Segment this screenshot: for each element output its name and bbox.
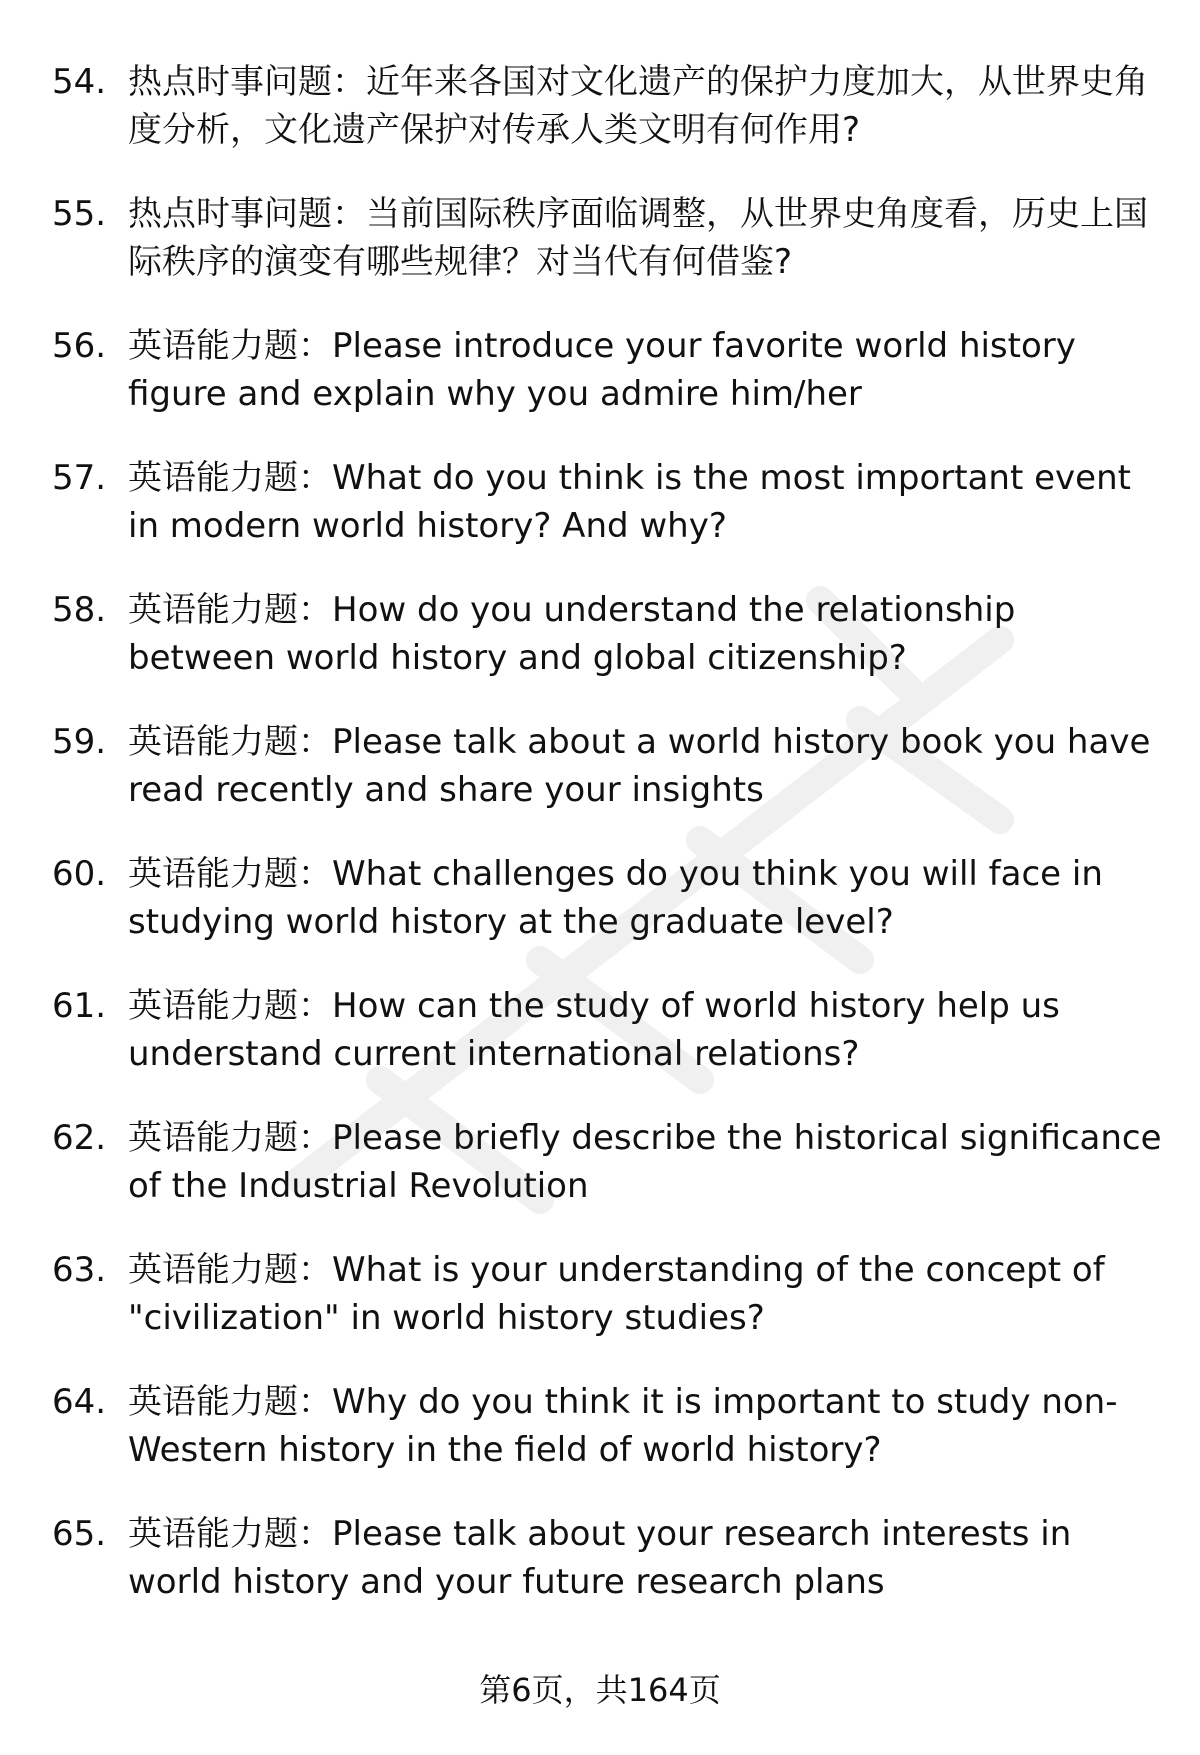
question-category: 英语能力题：: [128, 722, 332, 762]
question-number: 61.: [52, 986, 107, 1026]
question-category: 英语能力题：: [128, 458, 332, 498]
question-number: 58.: [52, 590, 107, 630]
question-item: [52, 322, 1164, 454]
question-text-block: [128, 982, 1164, 1078]
question-item: [52, 850, 1164, 982]
question-item: [52, 1246, 1164, 1378]
question-number: 57.: [52, 458, 107, 498]
question-item: [52, 1114, 1164, 1246]
question-category: 英语能力题：: [128, 1118, 332, 1158]
page-indicator: 第6页，共164页: [479, 1671, 721, 1709]
question-number: 55.: [52, 194, 107, 234]
question-text: Please introduce your favorite world history figure and explain why you admire him/her: [128, 326, 1076, 414]
question-category: 英语能力题：: [128, 326, 332, 366]
question-item: [52, 586, 1164, 718]
question-text-block: [128, 586, 1164, 682]
question-item: [52, 58, 1164, 190]
question-item: [52, 1378, 1164, 1510]
question-text-block: [128, 1246, 1164, 1342]
question-item: [52, 190, 1164, 322]
question-item: [52, 454, 1164, 586]
question-number: 54.: [52, 62, 107, 102]
question-text: 当前国际秩序面临调整，从世界史角度看，历史上国际秩序的演变有哪些规律？对当代有何借鉴?: [128, 194, 1148, 282]
question-text: How do you understand the relationship between world history and global citizenship?: [128, 590, 1016, 678]
question-category: 英语能力题：: [128, 1382, 332, 1422]
question-text-block: [128, 1510, 1164, 1606]
question-text-block: [128, 190, 1164, 286]
question-category: 英语能力题：: [128, 854, 332, 894]
question-text: Please briefly describe the historical significance of the Industrial Revolution: [128, 1118, 1162, 1206]
question-category: 英语能力题：: [128, 986, 332, 1026]
question-text-block: [128, 718, 1164, 814]
question-category: 英语能力题：: [128, 590, 332, 630]
question-number: 65.: [52, 1514, 107, 1554]
question-text: Please talk about a world history book you have read recently and share your insights: [128, 722, 1151, 810]
question-text: 近年来各国对文化遗产的保护力度加大，从世界史角度分析，文化遗产保护对传承人类文明有何作用?: [128, 62, 1148, 150]
question-category: 热点时事问题：: [128, 62, 366, 102]
question-category: 热点时事问题：: [128, 194, 366, 234]
question-text: Why do you think it is important to study non-Western history in the field of world history?: [128, 1382, 1118, 1470]
question-text-block: [128, 58, 1164, 154]
question-text-block: [128, 1378, 1164, 1474]
question-item: [52, 718, 1164, 850]
question-number: 64.: [52, 1382, 107, 1422]
question-text-block: [128, 454, 1164, 550]
question-text: Please talk about your research interests in world history and your future research plans: [128, 1514, 1072, 1602]
question-number: 63.: [52, 1250, 107, 1290]
question-item: [52, 982, 1164, 1114]
question-text: How can the study of world history help us understand current international relations?: [128, 986, 1060, 1074]
question-number: 62.: [52, 1118, 107, 1158]
question-text: What is your understanding of the concept of "civilization" in world history studies?: [128, 1250, 1105, 1338]
question-text-block: [128, 1114, 1164, 1210]
question-list: [52, 58, 1164, 1642]
question-number: 56.: [52, 326, 107, 366]
question-text: What challenges do you think you will face in studying world history at the graduate level?: [128, 854, 1103, 942]
question-item: [52, 1510, 1164, 1642]
question-number: 60.: [52, 854, 107, 894]
question-category: 英语能力题：: [128, 1250, 332, 1290]
question-number: 59.: [52, 722, 107, 762]
question-category: 英语能力题：: [128, 1514, 332, 1554]
question-text-block: [128, 322, 1164, 418]
question-text: What do you think is the most important event in modern world history? And why?: [128, 458, 1131, 546]
question-text-block: [128, 850, 1164, 946]
